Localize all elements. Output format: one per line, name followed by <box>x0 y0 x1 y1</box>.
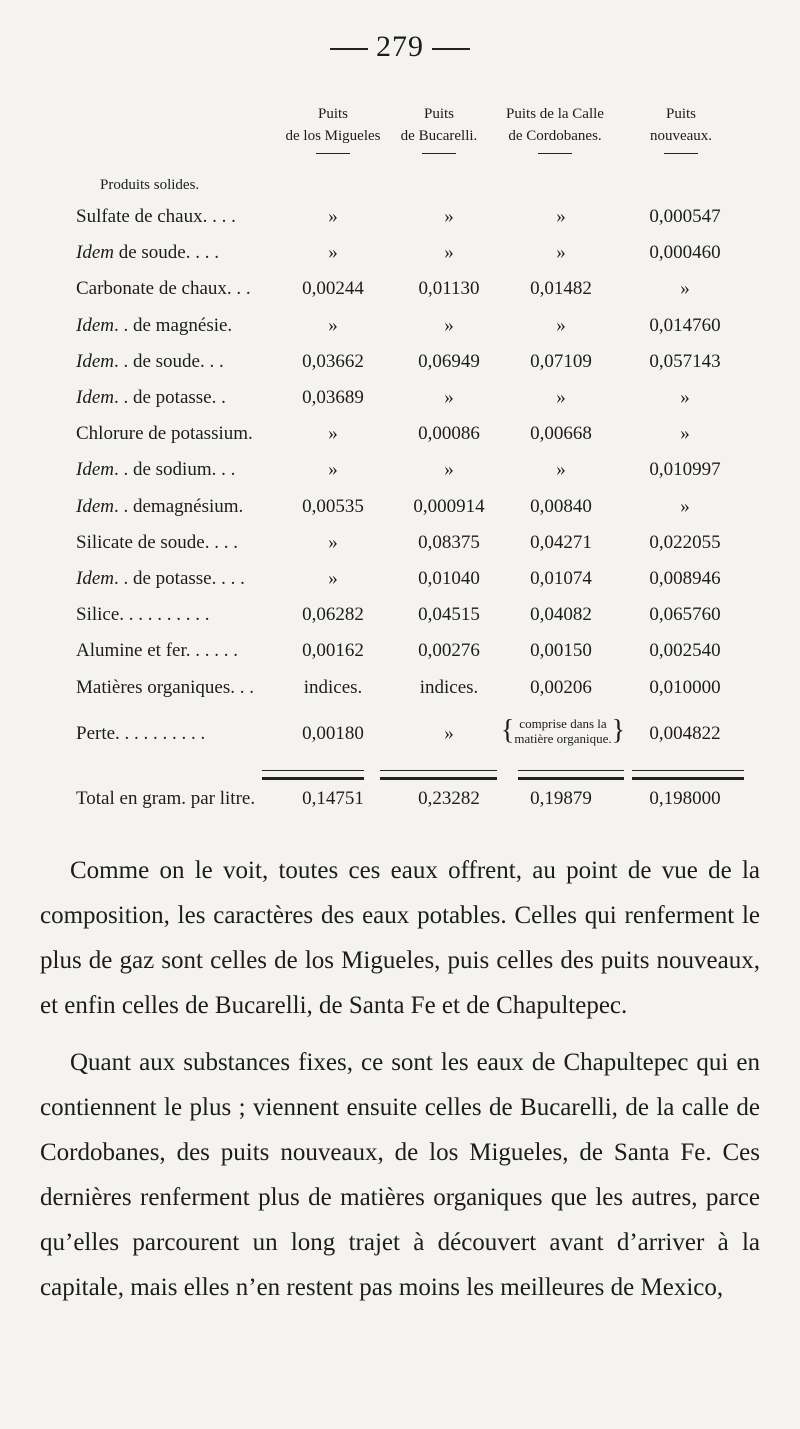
row-label-text: Carbonate de chaux. . . <box>76 278 251 300</box>
row-label-italic: Idem <box>76 459 114 481</box>
table-row <box>0 351 800 381</box>
row-label-italic: Idem <box>76 495 114 517</box>
cell-migueles: » <box>328 206 338 227</box>
table-row <box>0 278 800 308</box>
row-label-text: Matières organiques. . . <box>76 676 254 698</box>
column-header-line1: Puits <box>317 106 348 122</box>
total-rule <box>518 770 624 780</box>
total-rule <box>380 770 497 780</box>
cell-cordobanes: » <box>556 314 566 336</box>
cell-cordobanes: » <box>556 242 566 264</box>
table-row <box>0 677 800 707</box>
table-row <box>0 496 800 526</box>
column-header-rule <box>664 153 698 154</box>
table-row <box>0 604 800 634</box>
table-row <box>0 423 800 453</box>
cell-bucarelli: 0,00276 <box>418 640 480 662</box>
row-label-text: Sulfate de chaux. . . . <box>76 206 236 227</box>
cell-bucarelli: 0,08375 <box>418 531 480 553</box>
row-label <box>76 604 210 626</box>
row-label-text: . . de sodium. . . <box>113 459 236 481</box>
cell-nouveaux: » <box>680 278 690 300</box>
table-row <box>0 568 800 598</box>
cell-nouveaux: » <box>680 423 690 445</box>
brace-right: } <box>611 715 626 746</box>
table-row <box>0 532 800 562</box>
cell-bucarelli: indices. <box>419 676 479 698</box>
cell-bucarelli: 0,000914 <box>413 495 485 517</box>
cell-bucarelli: » <box>444 723 454 744</box>
cell-migueles: 0,00162 <box>302 640 364 662</box>
column-header-line2: nouveaux. <box>649 128 713 144</box>
cell-cordobanes: 0,01074 <box>530 568 592 589</box>
cell-bucarelli: » <box>444 387 454 408</box>
cell-nouveaux: 0,198000 <box>649 788 721 809</box>
cell-cordobanes: » <box>556 206 566 227</box>
column-header-line1: Puits <box>423 106 454 122</box>
row-label-text: . . demagnésium. <box>113 495 244 517</box>
row-label-text: . . de soude. . . <box>113 350 224 372</box>
cell-bucarelli: 0,06949 <box>418 350 480 372</box>
cell-bucarelli: 0,01130 <box>418 278 480 300</box>
row-label <box>76 206 236 228</box>
cell-migueles: » <box>328 314 338 336</box>
cell-nouveaux: 0,010000 <box>649 676 721 698</box>
cell-bucarelli: 0,00086 <box>418 423 480 445</box>
row-label-text: . . de potasse. . . . <box>113 568 245 589</box>
cell-cordobanes: » <box>556 387 566 408</box>
cell-nouveaux: 0,004822 <box>649 723 721 744</box>
cell-migueles: 0,06282 <box>302 604 364 626</box>
cell-cordobanes: 0,00150 <box>530 640 592 662</box>
row-label-text: Alumine et fer. . . . . . <box>76 640 238 662</box>
row-label: Perte. . . . . . . . . . <box>76 723 206 744</box>
cell-migueles: » <box>328 568 338 589</box>
cell-migueles: » <box>328 242 338 264</box>
row-label <box>76 640 238 662</box>
column-header-line1: Puits <box>665 106 696 122</box>
row-label-text: Chlorure de potassium. <box>76 423 253 445</box>
column-header-line2: de Cordobanes. <box>508 128 602 144</box>
column-header-bucarelli <box>384 103 494 154</box>
cell-bucarelli: » <box>444 314 454 336</box>
cell-migueles: 0,00180 <box>302 723 364 744</box>
row-label <box>76 532 238 554</box>
cell-migueles: 0,03689 <box>302 387 364 408</box>
cell-migueles: 0,14751 <box>302 788 364 809</box>
row-label-text: . . de potasse. . <box>113 387 226 408</box>
column-header-cordobanes <box>490 103 620 154</box>
table-row-perte <box>0 715 800 753</box>
cell-cordobanes: 0,07109 <box>530 350 592 372</box>
row-label-italic: Idem <box>76 314 114 336</box>
row-label-text: . . de magnésie. <box>113 314 233 336</box>
table-row <box>0 459 800 489</box>
cell-cordobanes: 0,00206 <box>530 676 592 698</box>
cell-bucarelli: 0,04515 <box>418 604 480 626</box>
column-header-line2: de Bucarelli. <box>400 128 478 144</box>
cell-nouveaux: » <box>680 387 690 408</box>
column-header-migueles <box>268 103 398 154</box>
page-number-dash-right <box>432 48 470 50</box>
total-rule <box>632 770 744 780</box>
paragraph: Quant aux substances fixes, ce sont les eaux de Chapultepec qui en contiennent le plus ; viennent ensuite celles de Bucarelli, de la calle de Cordobanes, des puits nouveaux, de los Migueles, de Santa Fe. Ces dernières renferment plus de matières organiques que les autres, parce qu’elles parcourent un long trajet à découvert avant d’arriver à la capitale, mais elles n’en restent pas moins les meilleures de Mexico, <box>40 1049 760 1301</box>
table-row <box>0 387 800 417</box>
row-label <box>76 242 219 264</box>
note-line2: matière organique. <box>514 731 612 746</box>
cell-migueles: 0,00535 <box>302 495 364 517</box>
cell-nouveaux: 0,000460 <box>649 242 721 264</box>
cell-cordobanes: 0,04082 <box>530 604 592 626</box>
table-row <box>0 242 800 272</box>
row-label-italic: Idem <box>76 350 114 372</box>
section-label: Produits solides. <box>100 177 200 193</box>
column-header-rule <box>316 153 350 154</box>
cell-nouveaux: 0,000547 <box>649 206 721 227</box>
row-label <box>76 496 243 518</box>
row-label <box>76 423 253 445</box>
page-number-dash-left <box>330 48 368 50</box>
row-label-text: Silice. . . . . . . . . . <box>76 604 210 626</box>
row-label: Total en gram. par litre. <box>76 788 256 809</box>
column-header-line2: de los Migueles <box>285 128 381 144</box>
body-text <box>40 848 760 1310</box>
cell-nouveaux: 0,002540 <box>649 640 721 662</box>
brace-note <box>514 716 611 746</box>
row-label-italic: Idem <box>76 568 114 589</box>
cell-cordobanes: 0,00668 <box>530 423 592 445</box>
cell-nouveaux: 0,010997 <box>649 459 721 481</box>
cell-bucarelli: 0,23282 <box>418 788 480 809</box>
column-header-rule <box>422 153 456 154</box>
cell-nouveaux: 0,065760 <box>649 604 721 626</box>
cell-nouveaux: 0,014760 <box>649 314 721 336</box>
row-label <box>76 387 226 409</box>
table-row <box>0 640 800 670</box>
note-line1: comprise dans la <box>519 716 607 731</box>
cell-cordobanes: » <box>556 459 566 481</box>
table-row <box>0 315 800 345</box>
cell-migueles: » <box>328 423 338 445</box>
row-label <box>76 315 232 337</box>
brace-left: { <box>500 715 515 746</box>
cell-bucarelli: » <box>444 206 454 227</box>
column-header-line1: Puits de la Calle <box>506 106 604 122</box>
cell-cordobanes: 0,00840 <box>530 495 592 517</box>
cell-bucarelli: » <box>444 242 454 264</box>
page-number-value: 279 <box>376 30 424 63</box>
row-label-italic: Idem <box>76 242 114 264</box>
row-label <box>76 278 251 300</box>
table-row-total <box>0 788 800 818</box>
cell-nouveaux: 0,022055 <box>649 531 721 553</box>
cell-nouveaux: 0,008946 <box>649 568 721 589</box>
cell-nouveaux: 0,057143 <box>649 350 721 372</box>
row-label-text: de soude. . . . <box>113 242 219 264</box>
row-label <box>76 459 235 481</box>
table-row <box>0 206 800 236</box>
column-header-rule <box>538 153 572 154</box>
cell-migueles: 0,03662 <box>302 350 364 372</box>
page-number <box>0 30 800 64</box>
cell-migueles: » <box>328 459 338 481</box>
cell-cordobanes: 0,19879 <box>530 788 592 809</box>
row-label <box>76 677 254 699</box>
row-label <box>76 351 224 373</box>
cell-migueles: 0,00244 <box>302 278 364 300</box>
row-label-italic: Idem <box>76 387 114 408</box>
cell-bucarelli: 0,01040 <box>418 568 480 589</box>
cell-cordobanes: 0,04271 <box>530 531 592 553</box>
cell-bucarelli: » <box>444 459 454 481</box>
cell-migueles: » <box>328 531 338 553</box>
cell-nouveaux: » <box>680 495 690 517</box>
total-rule <box>262 770 364 780</box>
cell-cordobanes: 0,01482 <box>530 278 592 300</box>
column-header-nouveaux <box>626 103 736 154</box>
paragraph: Comme on le voit, toutes ces eaux offrent, au point de vue de la composition, les caractères des eaux potables. Celles qui renferment le plus de gaz sont celles de los Migueles, puis celles des puits nouveaux, et enfin celles de Bucarelli, de Santa Fe et de Chapultepec. <box>40 857 760 1019</box>
row-label-text: Silicate de soude. . . . <box>76 531 238 553</box>
row-label <box>76 568 245 590</box>
cell-migueles: indices. <box>303 676 363 698</box>
